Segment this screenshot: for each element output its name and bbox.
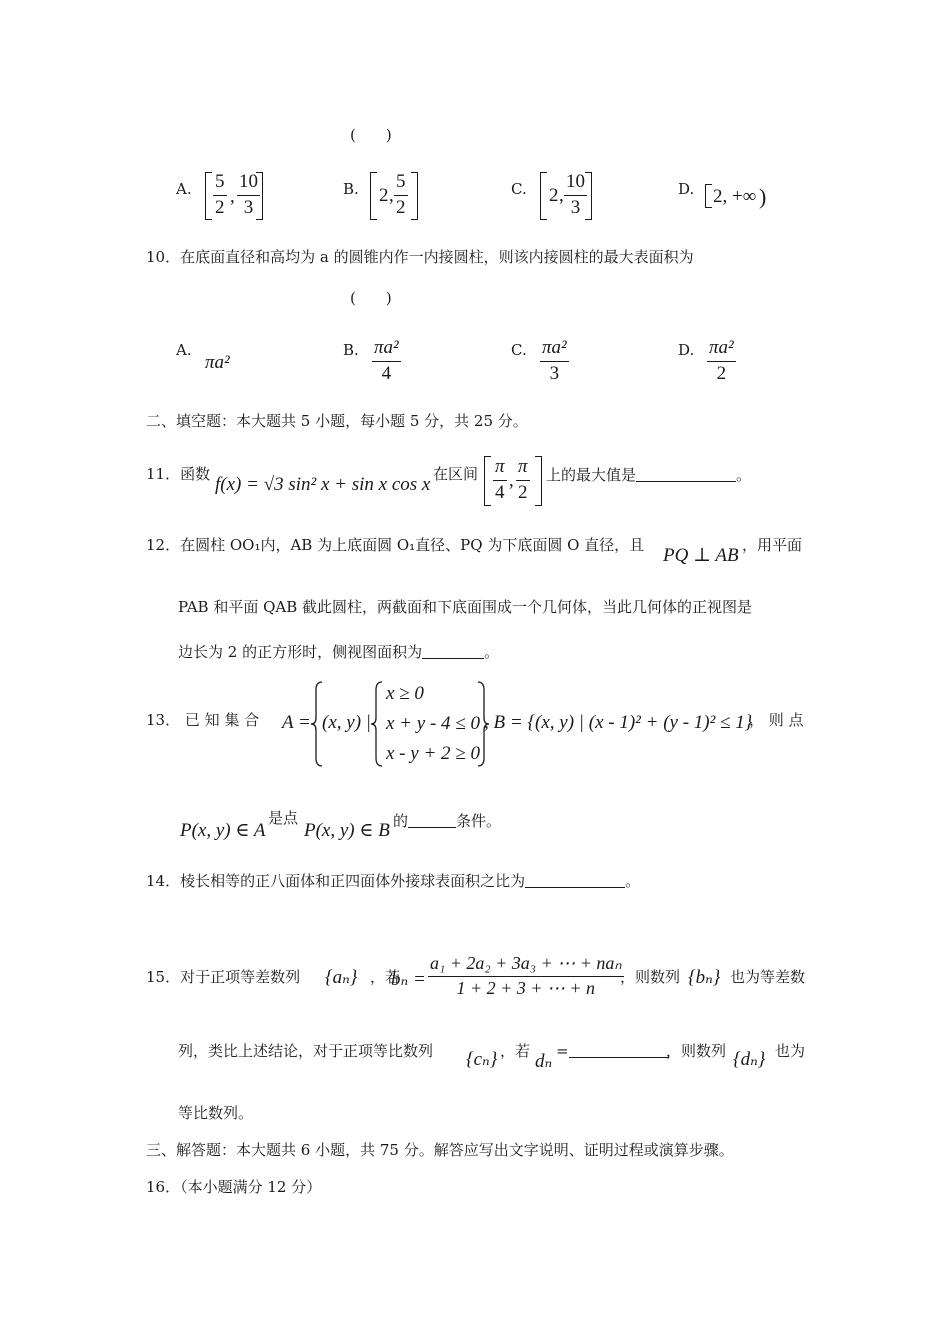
q10-option-c: $\frac{\text{πa²}}{3}$ xyxy=(542,337,567,384)
q13-point-in-b: P(x, y) ∈ B xyxy=(304,820,390,841)
q9-option-d: 2, +∞ ) xyxy=(705,184,767,210)
q13-inequality-2: x + y - 4 ≤ 0 xyxy=(386,713,480,734)
q10-text: 10．在底面直径和高均为 a 的圆锥内作一内接圆柱，则该内接圆柱的最大表面积为 xyxy=(146,248,694,266)
q13-shi-dian: 是点 xyxy=(268,809,299,827)
q12-line1-end: ，用平面 xyxy=(742,536,803,554)
q10-option-b-label: B. xyxy=(343,341,359,359)
q13-inequality-3: x - y + 2 ≥ 0 xyxy=(386,743,480,764)
q10-answer-paren: ( ) xyxy=(350,289,392,307)
q13-answer-blank[interactable] xyxy=(408,813,456,828)
q15-bn-eq: bₙ = xyxy=(391,969,426,990)
q15-fraction: $\frac{\text{a₁ + 2a₂ + 3a₃ + ⋯ + naₙ}}{1 + 2 + 3 + \cdots + n}$ xyxy=(430,953,622,998)
q11-mid: 在区间 xyxy=(433,465,479,483)
q10-option-a: πa² xyxy=(205,352,230,373)
q10-option-c-label: C. xyxy=(511,341,527,359)
q15-prefix: 15．对于正项等差数列 xyxy=(146,968,301,986)
q14-answer-blank[interactable] xyxy=(525,873,625,888)
q13-point-in-a: P(x, y) ∈ A xyxy=(180,820,266,841)
q13-inequality-1: x ≥ 0 xyxy=(386,683,424,704)
q9-option-a: $\frac{5}{2}$ , $\frac{10}{3}$ xyxy=(205,172,263,220)
q16-heading: 16．（本小题满分 12 分） xyxy=(146,1178,322,1196)
q11-prefix: 11．函数 xyxy=(146,465,211,483)
q15-bn-set: {bₙ} xyxy=(688,967,721,988)
q13-line2-end: 的 条件。 xyxy=(393,812,502,830)
q15-ruo: ，若 xyxy=(370,968,401,986)
q13-then: ， 则 点 xyxy=(749,711,804,729)
q15-dn: dₙ xyxy=(535,1051,553,1072)
q13-prefix: 13． 已 知 集 合 xyxy=(146,711,260,729)
section-2-heading: 二、填空题：本大题共 5 小题，每小题 5 分，共 25 分。 xyxy=(146,412,528,430)
q9-option-c-label: C. xyxy=(511,180,527,198)
q11-interval: $\frac{\pi}{4}$ , $\frac{\pi}{2}$ xyxy=(484,456,542,506)
q9-option-b-label: B. xyxy=(343,180,359,198)
q12-perpendicular: PQ ⊥ AB xyxy=(663,545,739,566)
q15-cn: {cₙ} xyxy=(466,1049,498,1070)
q10-option-d-label: D. xyxy=(678,341,695,359)
q12-line3: 边长为 2 的正方形时，侧视图面积为 。 xyxy=(178,643,500,661)
q15-answer-blank[interactable] xyxy=(569,1043,669,1058)
q11-suffix: 上的最大值是 。 xyxy=(546,466,752,484)
q12-line2: PAB 和平面 QAB 截此圆柱，两截面和下底面围成一个几何体，当此几何体的正视图是 xyxy=(178,598,753,616)
q14-text: 14．棱长相等的正八面体和正四面体外接球表面积之比为 。 xyxy=(146,872,641,890)
q15-dn-set: {dₙ} xyxy=(733,1049,766,1070)
q15-line2-a: 列，类比上述结论，对于正项等比数列 xyxy=(178,1042,434,1060)
q9-option-c: 2 , $\frac{10}{3}$ xyxy=(540,172,592,220)
q15-an: {aₙ} xyxy=(325,967,358,988)
section-3-heading: 三、解答题：本大题共 6 小题，共 75 分。解答应写出文字说明、证明过程或演算步骤。 xyxy=(146,1141,734,1159)
q12-line1: 12．在圆柱 OO₁内，AB 为上底面圆 O₁直径、PQ 为下底面圆 O 直径，且 xyxy=(146,536,645,554)
q9-option-a-label: A. xyxy=(176,180,192,198)
q13-set-a: A = xyxy=(282,712,311,733)
q15-line2-d: 也为 xyxy=(775,1042,806,1060)
q15-after: ，则数列 xyxy=(620,968,681,986)
q11-answer-blank[interactable] xyxy=(636,467,736,482)
q12-answer-blank[interactable] xyxy=(422,644,484,659)
q13-pair: (x, y) | xyxy=(322,712,371,733)
q13-set-b: , B = {(x, y) | (x - 1)² + (y - 1)² ≤ 1} xyxy=(484,712,753,733)
q15-line2-b: ，若 xyxy=(500,1042,531,1060)
q13-inner-brace xyxy=(370,680,384,768)
q15-line2-c: ，则数列 xyxy=(666,1042,727,1060)
q9-option-b: 2 , $\frac{5}{2}$ xyxy=(370,172,418,220)
q11-function: f(x) = √3 sin² x + sin x cos x xyxy=(215,474,431,495)
q15-eq-blank: = xyxy=(556,1043,669,1059)
q9-answer-paren: ( ) xyxy=(350,126,392,144)
q10-option-a-label: A. xyxy=(176,341,192,359)
q10-option-d: $\frac{\text{πa²}}{2}$ xyxy=(709,337,734,384)
q10-option-b: $\frac{\text{πa²}}{4}$ xyxy=(374,337,399,384)
q15-line3: 等比数列。 xyxy=(178,1104,254,1122)
q9-option-d-label: D. xyxy=(678,180,695,198)
q15-tail: 也为等差数 xyxy=(730,968,806,986)
